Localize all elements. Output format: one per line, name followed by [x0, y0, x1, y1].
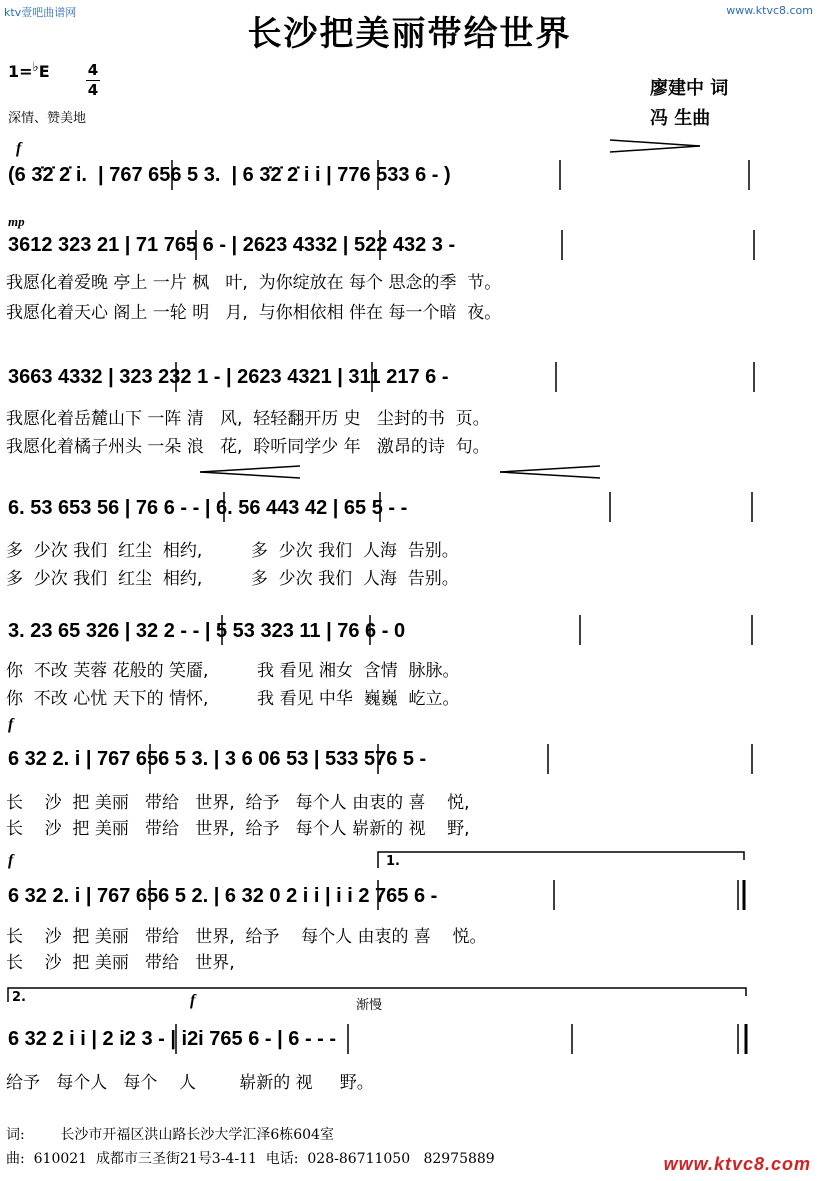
key-signature: 1=♭E — [8, 60, 50, 81]
lyric-line-verse2: 我愿化着天心 阁上 一轮 明 月, 与你相依相 伴在 每一个暗 夜。 — [6, 303, 502, 323]
dynamic-marking: f — [16, 140, 22, 157]
lyric-line-verse1: 多 少次 我们 红尘 相约, 多 少次 我们 人海 告别。 — [6, 541, 459, 561]
dynamic-marking: f — [8, 852, 14, 869]
site-watermark-right: www.ktvc8.com — [726, 4, 813, 17]
lyric-line-verse1: 我愿化着岳麓山下 一阵 清 风, 轻轻翻开历 史 尘封的书 页。 — [6, 409, 490, 429]
second-ending-label: 2. — [12, 990, 26, 1005]
lyric-line-verse1: 你 不改 芙蓉 花般的 笑靥, 我 看见 湘女 含情 脉脉。 — [6, 661, 460, 681]
notation-line: 3663 4332 | 323 232 1 - | 2623 4321 | 311 217 6 - — [8, 366, 449, 388]
notation-line: 6 32 2. i | 767 656 5 2. | 6 32 0 2 i i | i i 2 765 6 - — [8, 885, 438, 907]
lyric-line-verse1: 长 沙 把 美丽 带给 世界, 给予 每个人 由衷的 喜 悦。 — [6, 927, 487, 947]
song-title: 长沙把美丽带给世界 — [247, 14, 572, 54]
lyric-line-verse2: 长 沙 把 美丽 带给 世界, 给予 每个人 崭新的 视 野, — [6, 819, 470, 839]
tempo-marking: 深情、赞美地 — [8, 111, 87, 126]
lyric-line-verse1: 长 沙 把 美丽 带给 世界, 给予 每个人 由衷的 喜 悦, — [6, 793, 470, 813]
lyric-line-verse2: 多 少次 我们 红尘 相约, 多 少次 我们 人海 告别。 — [6, 569, 459, 589]
notation-line: (6 3̇2̇ 2̇ i. | 767 656 5 3. | 6 3̇2̇ 2̇ i i | 776 533 6 - ) — [8, 164, 451, 186]
lyric-line-verse1: 给予 每个人 每个 人 崭新的 视 野。 — [6, 1073, 374, 1093]
lyric-line-verse2: 我愿化着橘子州头 一朵 浪 花, 聆听同学少 年 激昂的诗 句。 — [6, 437, 490, 457]
dynamic-marking: mp — [8, 214, 25, 229]
lyric-line-verse2: 长 沙 把 美丽 带给 世界, — [6, 953, 235, 973]
notation-line: 6. 53 653 56 | 76 6 - - | 6. 56 443 42 | 65 5 - - — [8, 497, 408, 519]
footer-composer-address: 曲: 610021 成都市三圣街21号3-4-11 电话: 028-86711050 82975889 — [6, 1151, 495, 1167]
notation-line: 6 32 2 i i | 2 i2 3 - | i2i 765 6 - | 6 - - - — [8, 1028, 337, 1050]
lyric-line-verse2: 你 不改 心忧 天下的 情怀, 我 看见 中华 巍巍 屹立。 — [6, 689, 460, 709]
notation-line: 3612 323 21 | 71 765 6 - | 2623 4332 | 522 432 3 - — [8, 234, 456, 256]
notation-line: 6 32 2. i | 767 656 5 3. | 3 6 06 53 | 533 576 5 - — [8, 748, 427, 770]
notation-line: 3. 23 65 326 | 32 2 - - | 5 53 323 11 | 76 6 - 0 — [8, 620, 406, 642]
composer-credit: 冯 生曲 — [650, 108, 711, 129]
ritardando-marking: 渐慢 — [356, 998, 383, 1013]
site-watermark-left: ktv壹吧曲谱网 — [4, 6, 77, 19]
dynamic-marking: f — [190, 992, 196, 1009]
dynamic-marking: f — [8, 716, 14, 733]
footer-lyricist-address: 词: 长沙市开福区洪山路长沙大学汇泽6栋604室 — [6, 1127, 334, 1143]
first-ending-label: 1. — [386, 854, 400, 869]
site-logo: www.ktvc8.com — [663, 1154, 811, 1174]
lyricist-credit: 廖建中 词 — [650, 78, 729, 99]
time-signature: 4 4 — [87, 61, 99, 99]
lyric-line-verse1: 我愿化着爱晚 亭上 一片 枫 叶, 为你绽放在 每个 思念的季 节。 — [6, 273, 502, 293]
